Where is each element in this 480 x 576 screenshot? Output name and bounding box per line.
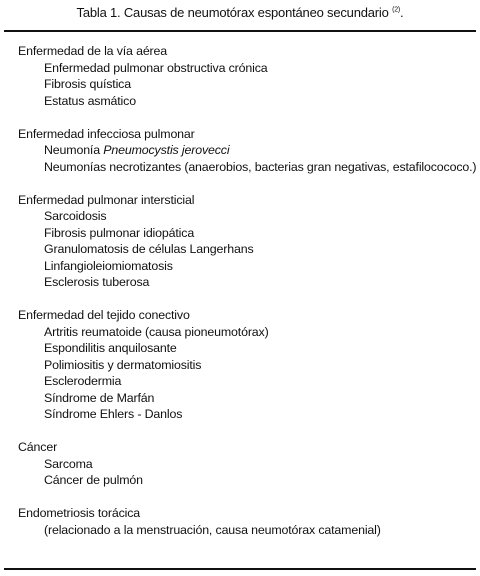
- group-title: Enfermedad del tejido conectivo: [18, 308, 190, 322]
- list-item: Artritis reumatoide (causa pioneumotórax): [44, 324, 269, 339]
- causes-table: [18, 43, 477, 538]
- group-title: Enfermedad pulmonar intersticial: [18, 192, 195, 207]
- group-thoracic-endometriosis: [18, 505, 473, 538]
- caption-end: .: [400, 5, 404, 20]
- group-title: Endometriosis torácica: [18, 506, 141, 520]
- group-cancer: [18, 439, 473, 489]
- group-interstitial-disease: [18, 192, 473, 291]
- caption-text: Tabla 1. Causas de neumotórax espontáneo secundario: [76, 5, 389, 20]
- list-item: Neumonías necrotizantes (anaerobios, bacterias gran negativas, estafilocococo.): [44, 159, 477, 174]
- list-item: Síndrome Ehlers - Danlos: [44, 407, 183, 421]
- list-item: Polimiositis y dermatomiositis: [44, 357, 202, 372]
- group-title: Enfermedad de la vía aérea: [18, 44, 168, 58]
- group-title: Enfermedad infecciosa pulmonar: [18, 126, 195, 141]
- group-airway-disease: [18, 43, 473, 109]
- bottom-rule: [4, 568, 476, 570]
- list-item: Esclerosis tuberosa: [44, 275, 150, 289]
- list-item: Estatus asmático: [44, 93, 136, 108]
- list-item: Enfermedad pulmonar obstructiva crónica: [44, 60, 268, 75]
- list-item: Síndrome de Marfán: [44, 390, 155, 405]
- organism-name: Pneumocystis jerovecci: [103, 143, 230, 157]
- list-item: Sarcoma: [44, 456, 93, 471]
- list-item: Esclerodermia: [44, 374, 122, 388]
- list-item: Cáncer de pulmón: [44, 473, 143, 487]
- table-caption: [0, 5, 480, 20]
- group-connective-tissue-disease: [18, 307, 473, 423]
- list-item: Sarcoidosis: [44, 209, 107, 223]
- list-item: Espondilitis anquilosante: [44, 341, 177, 355]
- top-rule: [4, 30, 476, 32]
- caption-reference: (2): [392, 6, 401, 14]
- list-item: Neumonía Pneumocystis jerovecci: [44, 143, 230, 157]
- list-item: (relacionado a la menstruación, causa neumotórax catamenial): [44, 522, 381, 537]
- list-item: Linfangioleiomiomatosis: [44, 258, 173, 273]
- list-item: Fibrosis quística: [44, 77, 131, 91]
- group-title: Cáncer: [18, 440, 58, 454]
- list-item: Fibrosis pulmonar idiopática: [44, 225, 195, 240]
- group-infectious-disease: [18, 126, 477, 176]
- list-item: Granulomatosis de células Langerhans: [44, 242, 254, 256]
